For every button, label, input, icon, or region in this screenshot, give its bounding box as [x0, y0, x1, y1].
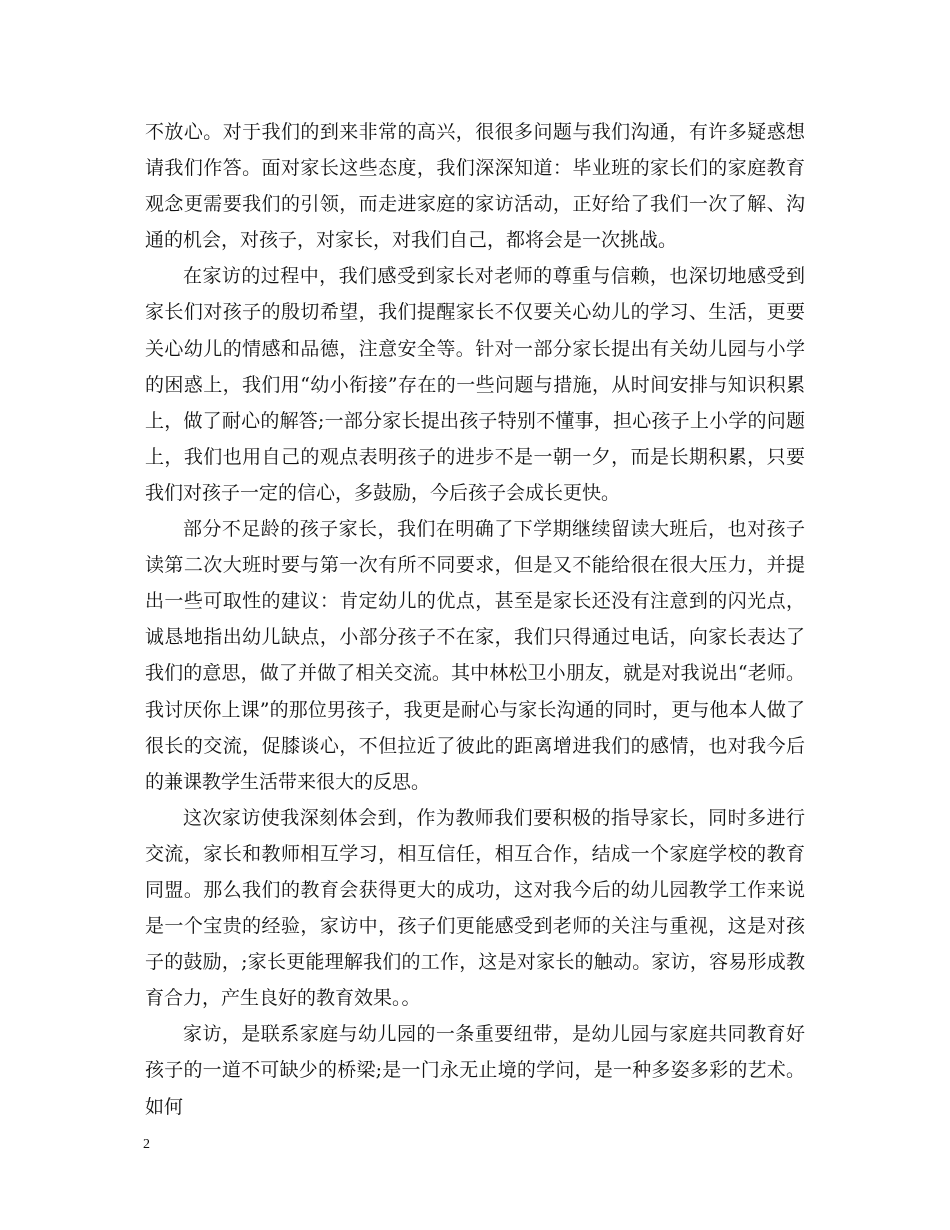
paragraph-4: 这次家访使我深刻体会到，作为教师我们要积极的指导家长，同时多进行交流，家长和教师相互学习，相互信任，相互合作，结成一个家庭学校的教育同盟。那么我们的教育会获得更大的成功，这对我今后的幼儿园教学工作来说是一个宝贵的经验，家访中，孩子们更能感受到老师的关注与重视，这是对孩子的鼓励，;家长更能理解我们的工作，这是对家长的触动。家访，容易形成教育合力，产生良好的教育效果。。: [145, 806, 805, 1010]
paragraph-5: 家访，是联系家庭与幼儿园的一条重要纽带，是幼儿园与家庭共同教育好孩子的一道不可缺少的桥梁;是一门永无止境的学问，是一种多姿多彩的艺术。如何: [145, 1023, 805, 1118]
paragraph-1: 不放心。对于我们的到来非常的高兴，很很多问题与我们沟通，有许多疑惑想请我们作答。面对家长这些态度，我们深深知道：毕业班的家长们的家庭教育观念更需要我们的引领，而走进家庭的家访活动，正好给了我们一次了解、沟通的机会，对孩子，对家长，对我们自己，都将会是一次挑战。: [145, 121, 805, 252]
paragraph-3: 部分不足龄的孩子家长，我们在明确了下学期继续留读大班后，也对孩子读第二次大班时要与第一次有所不同要求，但是又不能给很在很大压力，并提出一些可取性的建议：肯定幼儿的优点，甚至是家长还没有注意到的闪光点，诚恳地指出幼儿缺点，小部分孩子不在家，我们只得通过电话，向家长表达了我们的意思，做了并做了相关交流。其中林松卫小朋友，就是对我说出“老师。我讨厌你上课”的那位男孩子，我更是耐心与家长沟通的同时，更与他本人做了很长的交流，促膝谈心，不但拉近了彼此的距离增进我们的感情，也对我今后的兼课教学生活带来很大的反思。: [145, 518, 805, 793]
page-number: 2: [143, 1137, 150, 1152]
body-text: [145, 114, 805, 1125]
paragraph-2: 在家访的过程中，我们感受到家长对老师的尊重与信赖，也深切地感受到家长们对孩子的殷切希望，我们提醒家长不仅要关心幼儿的学习、生活，更要关心幼儿的情感和品德，注意安全等。针对一部分家长提出有关幼儿园与小学的困惑上，我们用“幼小衔接”存在的一些问题与措施，从时间安排与知识积累上，做了耐心的解答;一部分家长提出孩子特别不懂事，担心孩子上小学的问题上，我们也用自己的观点表明孩子的进步不是一朝一夕，而是长期积累，只要我们对孩子一定的信心，多鼓励，今后孩子会成长更快。: [145, 265, 805, 504]
